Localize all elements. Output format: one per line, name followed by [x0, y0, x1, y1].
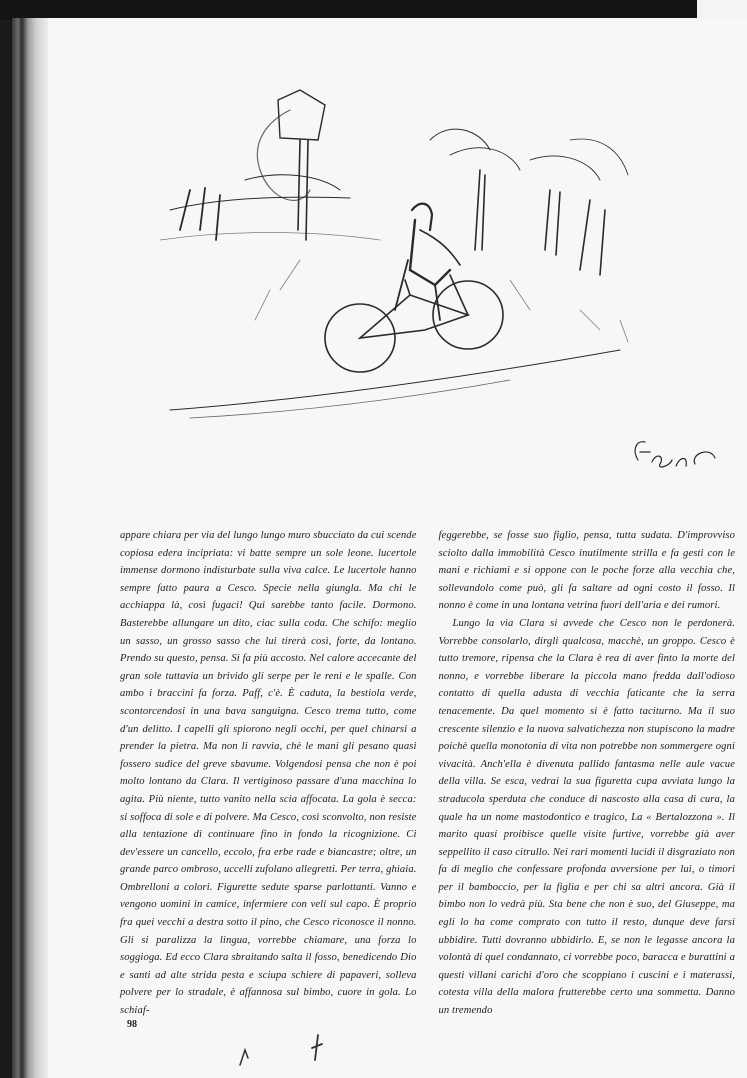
- ink-marks: [200, 1020, 360, 1070]
- scan-frame-top: [0, 0, 747, 20]
- cyclist-sketch-illustration: [150, 80, 740, 500]
- book-spine: [12, 18, 48, 1078]
- right-paragraph-2: Lungo la via Clara si avvede che Cesco non le perdonerà. Vorrebbe consolarlo, dirgli qualcosa, macchè, un groppo. Cesco è tutto tremore, ripensa che la Clara è rea di aver finto la morte del nonno, e vorrebbe liberare la piccola mano fredda dall'odioso contatto di quella adusta di vecchia faticante che la serra tenacemente. Da quel momento si è fatto taciturno. Ma il suo crescente silenzio e la nuova salvatichezza non stupiscono la madre poichè quella monotonia di vita non potrebbe non sommergere ogni vivacità. Anch'ella è divenuta pallido fantasma nelle aule vacue della villa. Se esca, vedrai la sua figuretta cupa avviata lungo la straducola sperduta che conduce di nascosto alla casa di cura, la quale ha un nome mastodontico e tragico, La « Bertalozzona ». Il marito quasi proibisce quelle visite furtive, vorrebbe già aver seppellito il caso citrullo. Nei rari momenti lucidi il disgraziato non fa di meglio che confessare profonda avversione per lui, o timori per il bamboccio, per la figlia e per chi sa altri ancora. Già il bimbo non lo vedrà più. Sta bene che non è suo, del Giuseppe, ma egli lo ha come comprato con tutto il resto, dunque deve farsi ubbidire. Tutti dovranno ubbidirlo. E, se non le legasse ancora la volontà di quel condannato, ci vorrebbe poco, baracca e burattini a questi villani carichi d'oro che scoppiano i cuscini e i materassi, cotesta villa della malora frutterebbe certo una sommetta. Danno un tremendo: [438, 617, 735, 1017]
- right-column: [439, 527, 736, 1022]
- page-number: 98: [127, 1019, 137, 1030]
- text-columns: [120, 527, 735, 1022]
- right-paragraph-1: feggerebbe, se fosse suo figlio, pensa, tutta sudata. D'improvviso sciolto dalla immobilità Cesco inutilmente strilla e fa gesti con le mani e richiami e si oppone con le poche forze alla vecchia che, sollevandolo come può, gli fa saltare ad ogni costo il fosso. Il nonno è come in una lontana vetrina fuori dell'aria e dei rumori.: [438, 530, 735, 612]
- left-column: [120, 527, 417, 1022]
- left-paragraph: appare chiara per via del lungo lungo muro sbucciato da cui scende copiosa edera incipriata: vi batte sempre un sole leone. lucertole immense dormono indisturbate sulla viva calce. Le lucertole hanno sempre fatto paura a Cesco. Specie nella giungla. Ma chi le acchiappa là, così fugaci! Qui sarebbe tanto facile. Dormono. Basterebbe allungare un dito, ciac sulla coda. Che schifo: meglio un sasso, un grosso sasso che lui tirerà così, forte, da lontano. Prendo su questo, pensa. Si fa più accosto. Nel calore accecante del gran sole tuttavia un brivido gli serpe per le reni e le spalle. Con ambo i braccini fa forza. Paff, c'è. È caduta, la bestiola verde, scontorcendosi in una bava sanguigna. Cesco trema tutto, come d'un delitto. I capelli gli spiorono negli occhi, per quel chinarsi a prender la pietra. Ma non li ravvia, chè le mani gli pesano quasi fossero sudice del greve sbavume. Volgendosi pensa che non è poi molto lontano da Clara. Il vertiginoso passare d'una macchina lo agita. Più niente, tutto vanito nella scia affocata. La gola è secca: si soffoca di sole e di polvere. Ma Cesco, così sconvolto, non resiste alla tentazione di continuare fino in fondo la ricognizione. Ci dev'essere un cancello, eccolo, fra erbe rade e biancastre; oltre, un grande parco ombroso, uccelli zufolano allegretti. Per terra, ghiaia. Ombrelloni a colori. Figurette sedute sparse parlottanti. Vanno e vengono uomini in camice, infermiere con veli sul capo. È proprio fra quei vecchi a destra sotto il pino, che Cesco riconosce il nonno. Gli si paralizza la lingua, vorrebbe chiamare, una forza lo soggioga. Ed ecco Clara sbraitando salta il fosso, benedicendo Dio e santi ad alte strida pesta e sciupa schiere di papaveri, solleva polvere per lo stradale, è affannosa sul bimbo, cuore in gola. Lo schiaf-: [120, 530, 417, 1017]
